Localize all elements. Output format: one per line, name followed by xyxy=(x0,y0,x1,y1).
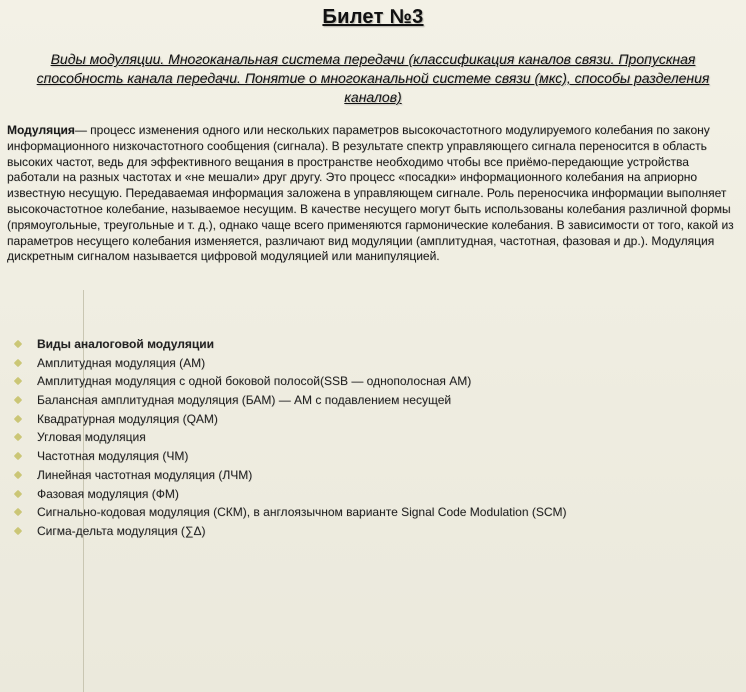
diamond-bullet-icon xyxy=(14,377,22,385)
intro-text: — процесс изменения одного или нескольких параметров высокочастотного модулируемого колебания по закону информационного низкочастотного сообщения (сигнала). В результате спектр управляющего сигнала переносится в область высоких частот, ведь для эффективного вещания в пространстве необходимо чтобы все приёмо-передающие устройства работали на разных частотах и «не мешали» друг другу. Это процесс «посадки» информационного колебания на априорно известную несущую. Передаваемая информация заложена в управляющем сигнале. Роль переносчика информации выполняет высокочастотное колебание, называемое несущим. В качестве несущего могут быть использованы колебания различной формы (прямоугольные, треугольные и т. д.), однако чаще всего применяются гармонические колебания. В зависимости от того, какой из параметров несущего колебания изменяется, различают вид модуляции (амплитудная, частотная, фазовая и др.). Модуляция дискретным сигналом называется цифровой модуляцией или манипуляцией. xyxy=(7,123,734,264)
diamond-bullet-icon xyxy=(14,508,22,516)
list-item: Амплитудная модуляция с одной боковой полосой(SSB — однополосная АМ) xyxy=(15,372,735,391)
page-subtitle: Виды модуляции. Многоканальная система передачи (классификация каналов связи. Пропускная способность канала передачи. Понятие о многоканальной системе связи (мкс), способы разделения каналов) xyxy=(36,51,710,105)
diamond-bullet-icon xyxy=(14,471,22,479)
diamond-bullet-icon xyxy=(14,489,22,497)
list-item: Квадратурная модуляция (QAM) xyxy=(15,410,735,429)
diamond-bullet-icon xyxy=(14,396,22,404)
modulation-list xyxy=(15,335,735,541)
list-item: Сигнально-кодовая модуляция (СКМ), в англоязычном варианте Signal Code Modulation (SCM) xyxy=(15,503,735,522)
diamond-bullet-icon xyxy=(14,527,22,535)
diamond-bullet-icon xyxy=(14,415,22,423)
list-item: Угловая модуляция xyxy=(15,428,735,447)
diamond-bullet-icon xyxy=(14,340,22,348)
list-item: Фазовая модуляция (ФМ) xyxy=(15,485,735,504)
intro-term: Модуляция xyxy=(7,123,75,137)
list-heading: Виды аналоговой модуляции xyxy=(37,337,214,351)
diamond-bullet-icon xyxy=(14,358,22,366)
list-heading-item xyxy=(15,335,735,354)
list-item: Линейная частотная модуляция (ЛЧМ) xyxy=(15,466,735,485)
list-item: Амплитудная модуляция (АМ) xyxy=(15,354,735,373)
list-item: Сигма-дельта модуляция (∑Δ) xyxy=(15,522,735,541)
page-title: Билет №3 xyxy=(322,6,424,28)
diamond-bullet-icon xyxy=(14,452,22,460)
list-item: Частотная модуляция (ЧМ) xyxy=(15,447,735,466)
diamond-bullet-icon xyxy=(14,433,22,441)
intro-paragraph xyxy=(7,123,739,265)
list-item: Балансная амплитудная модуляция (БАМ) — АМ с подавлением несущей xyxy=(15,391,735,410)
